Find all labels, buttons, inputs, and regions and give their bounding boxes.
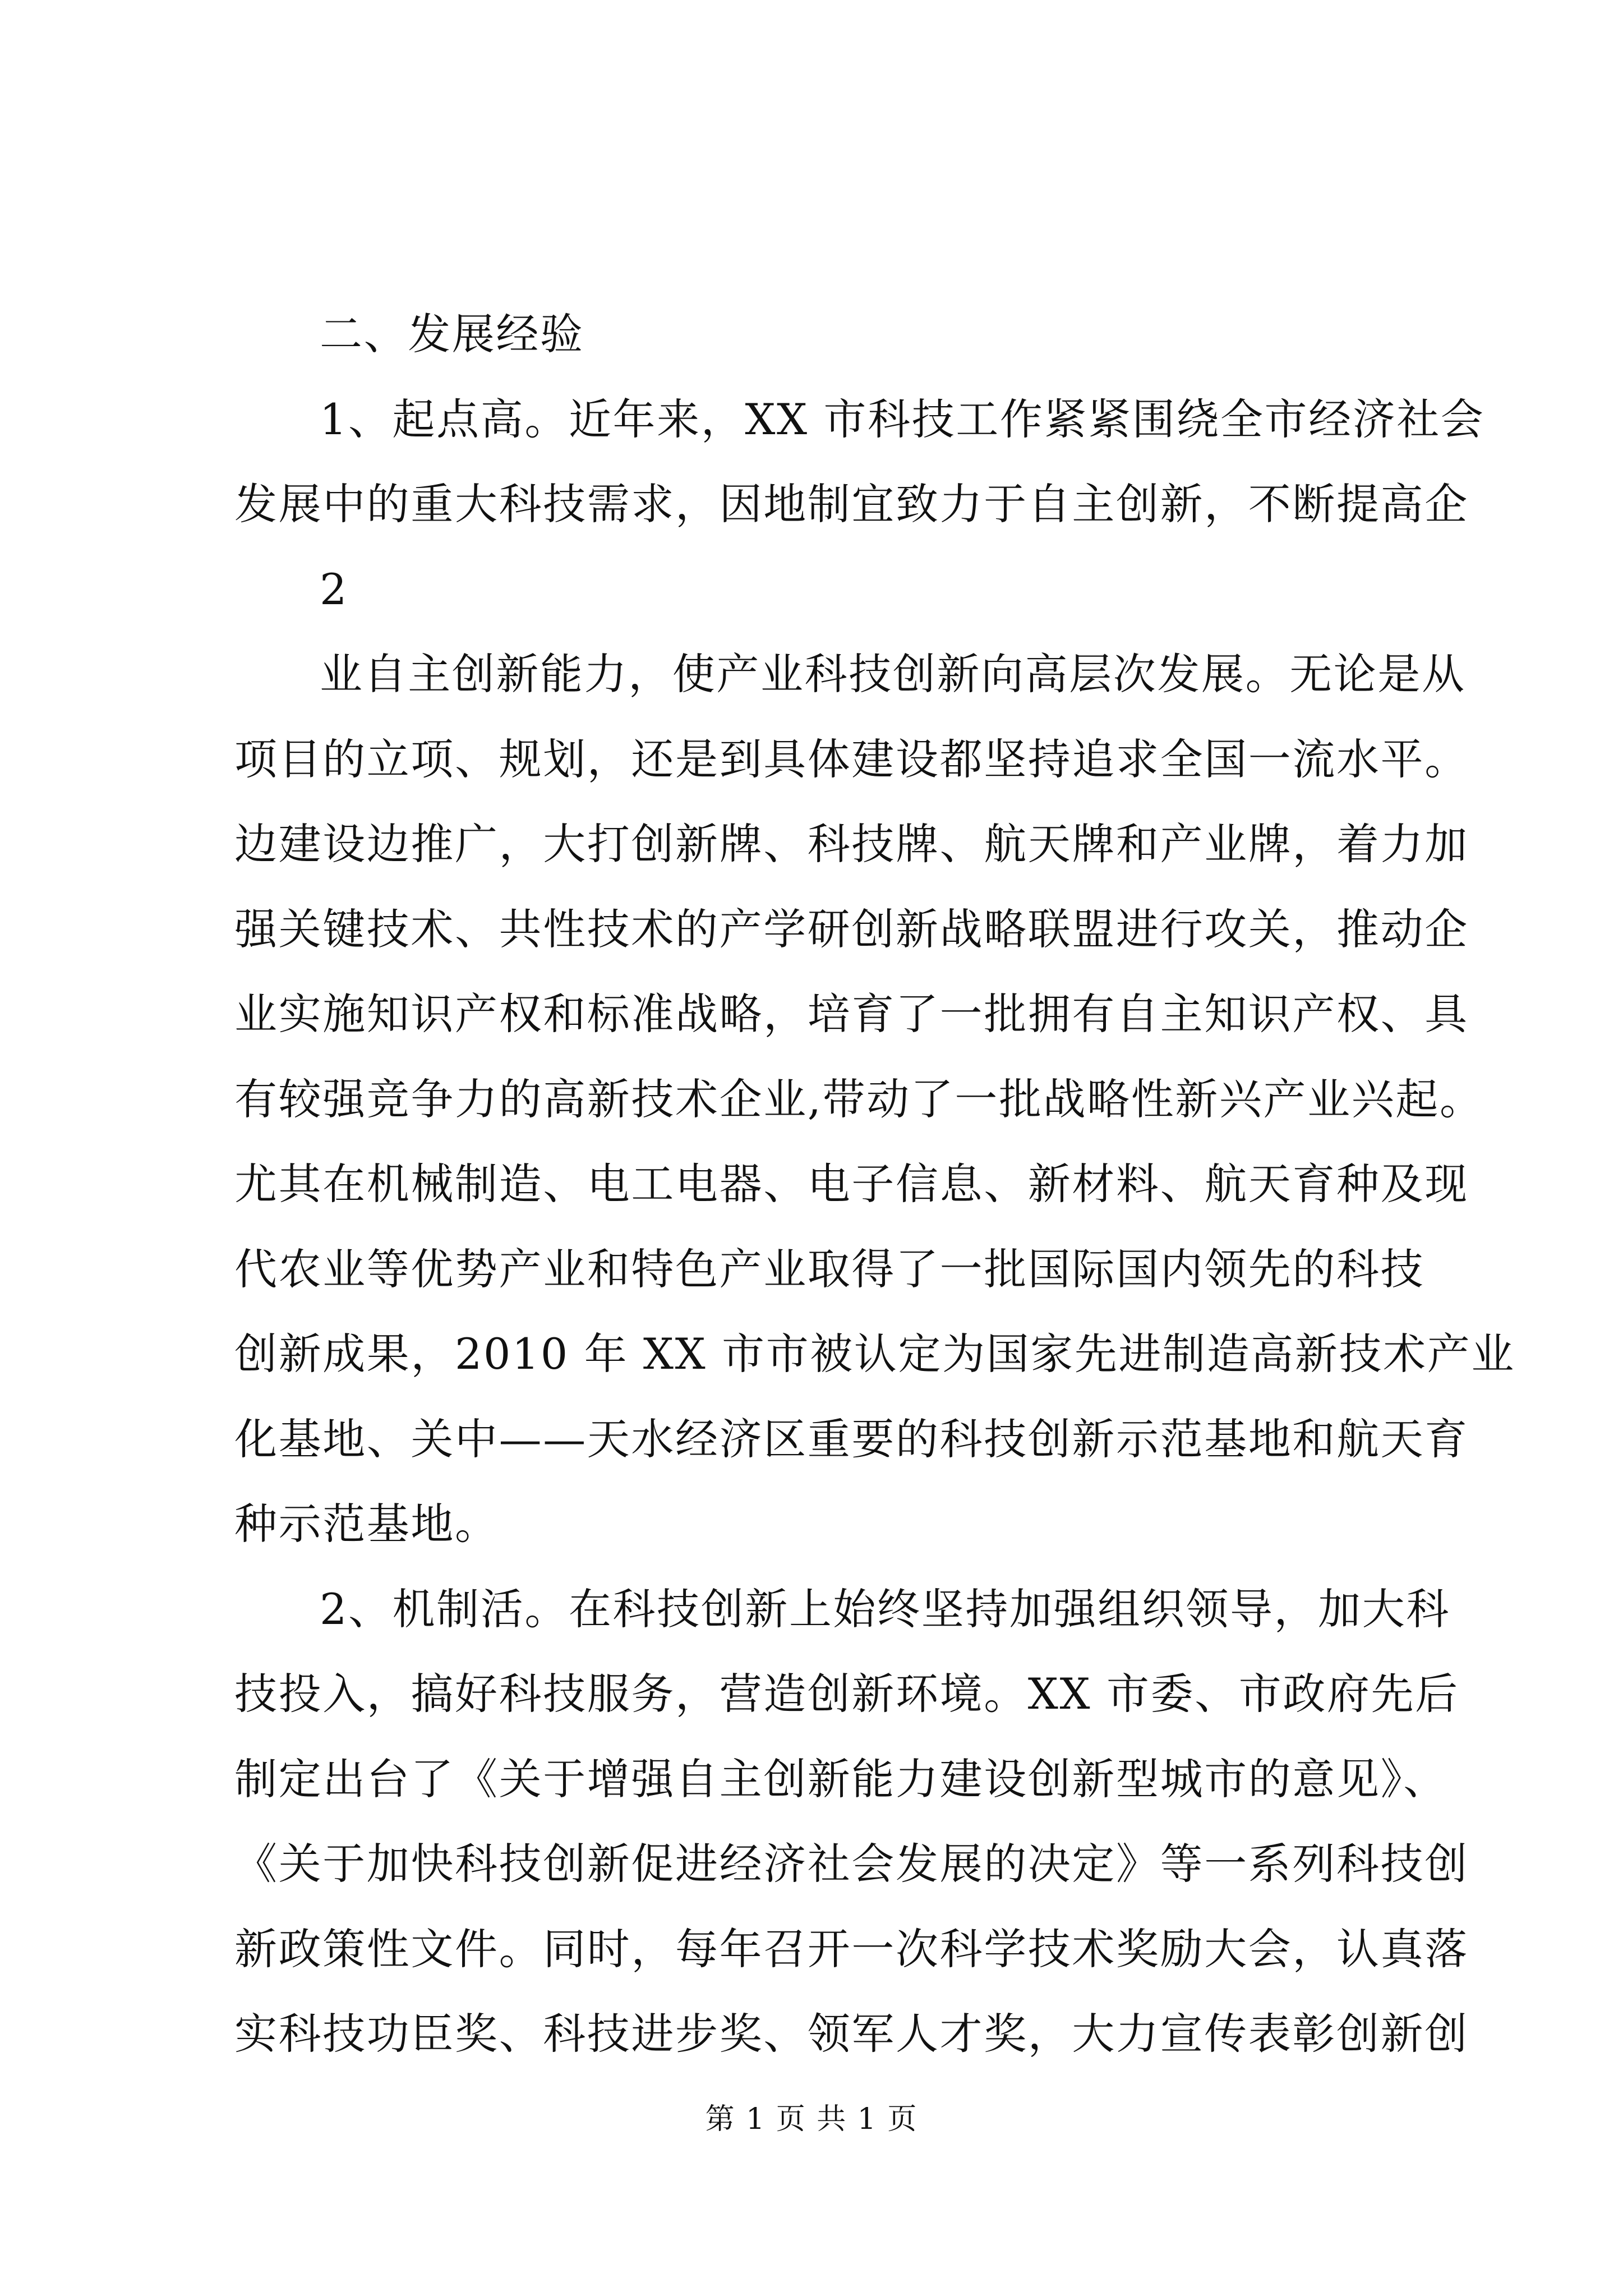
paragraph-line: 2、机制活。在科技创新上始终坚持加强组织领导，加大科 [320,1584,1450,1634]
document-body [234,292,1515,2077]
paragraph-line: 新政策性文件。同时，每年召开一次科学技术奖励大会，认真落 [234,1924,1469,1974]
paragraph-line: 有较强竞争力的高新技术企业,带动了一批战略性新兴产业兴起。 [234,1074,1484,1124]
paragraph-line: 发展中的重大科技需求，因地制宜致力于自主创新，不断提高企 [234,479,1469,529]
paragraph-line: 业实施知识产权和标准战略，培育了一批拥有自主知识产权、具 [234,989,1469,1039]
paragraph-line: 《关于加快科技创新促进经济社会发展的决定》等一系列科技创 [234,1839,1469,1889]
paragraph-line: 创新成果，2010 年 XX 市市被认定为国家先进制造高新技术产业 [234,1329,1515,1379]
paragraph-line: 化基地、关中——天水经济区重要的科技创新示范基地和航天育 [234,1414,1469,1464]
section-heading: 二、发展经验 [320,309,584,359]
page-footer: 第 1 页 共 1 页 [705,2102,918,2136]
paragraph-line: 1、起点高。近年来，XX 市科技工作紧紧围绕全市经济社会 [320,394,1485,444]
inline-page-number: 2 [320,564,348,614]
paragraph-line: 种示范基地。 [234,1499,499,1549]
paragraph-line: 制定出台了《关于增强自主创新能力建设创新型城市的意见》、 [234,1754,1447,1804]
paragraph-line: 项目的立项、规划，还是到具体建设都坚持追求全国一流水平。 [234,734,1469,784]
paragraph-line: 代农业等优势产业和特色产业取得了一批国际国内领先的科技 [234,1244,1425,1294]
paragraph-line: 实科技功臣奖、科技进步奖、领军人才奖，大力宣传表彰创新创 [234,2009,1469,2059]
paragraph-line: 业自主创新能力，使产业科技创新向高层次发展。无论是从 [320,649,1466,699]
paragraph-line: 技投入，搞好科技服务，营造创新环境。XX 市委、市政府先后 [234,1669,1459,1719]
paragraph-line: 强关键技术、共性技术的产学研创新战略联盟进行攻关，推动企 [234,904,1469,954]
paragraph-line: 边建设边推广，大打创新牌、科技牌、航天牌和产业牌，着力加 [234,819,1469,869]
paragraph-line: 尤其在机械制造、电工电器、电子信息、新材料、航天育种及现 [234,1159,1469,1209]
